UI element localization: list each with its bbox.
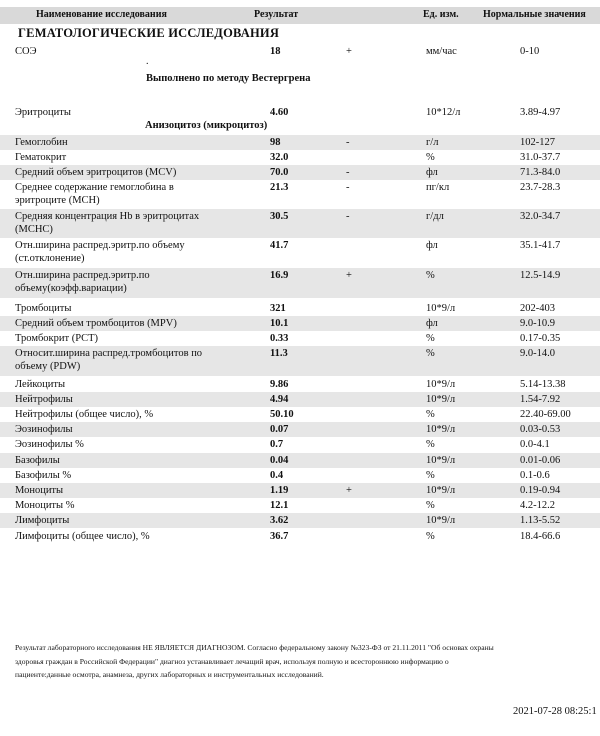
row-norm: 1.54-7.92 <box>520 394 561 405</box>
table-row <box>0 238 600 268</box>
row-unit: 10*9/л <box>426 424 456 435</box>
row-value: 32.0 <box>270 152 289 163</box>
disclaimer-line-1: Результат лабораторного исследования НЕ ЯВЛЯЕТСЯ ДИАГНОЗОМ. Согласно федеральному закону №323-ФЗ от 21.11.2011 "Об основах охраны <box>15 643 494 652</box>
row-unit: % <box>426 500 435 511</box>
row-norm: 0.17-0.35 <box>520 333 561 344</box>
row-unit: мм/час <box>426 46 457 57</box>
row-name: Относит.ширина распред.тромбоцитов по объему (PDW) <box>15 348 203 372</box>
row-unit: г/дл <box>426 211 444 222</box>
header-unit: Ед. изм. <box>423 9 459 20</box>
row-name: Тромбокрит (PCT) <box>15 333 98 344</box>
row-name: Среднее содержание гемоглобина в эритроците (MCH) <box>15 182 174 206</box>
row-flag: + <box>346 485 352 496</box>
method-note: Выполнено по методу Вестергрена <box>146 73 311 84</box>
table-row <box>0 392 600 407</box>
row-value: 18 <box>270 46 281 57</box>
row-name: Базофилы % <box>15 470 72 481</box>
row-name: Эритроциты <box>15 107 71 118</box>
row-unit: 10*9/л <box>426 379 456 390</box>
row-name: Средняя концентрация Hb в эритроцитах (MCHC) <box>15 211 200 235</box>
row-name: Лейкоциты <box>15 379 66 390</box>
row-norm: 18.4-66.6 <box>520 531 561 542</box>
row-norm: 202-403 <box>520 303 555 314</box>
row-flag: + <box>346 46 352 57</box>
row-norm: 0.01-0.06 <box>520 455 561 466</box>
row-norm: 3.89-4.97 <box>520 107 561 118</box>
table-row <box>0 483 600 498</box>
row-norm: 0.1-0.6 <box>520 470 550 481</box>
row-unit: 10*9/л <box>426 455 456 466</box>
row-norm: 22.40-69.00 <box>520 409 571 420</box>
row-norm: 35.1-41.7 <box>520 240 561 251</box>
row-value: 3.62 <box>270 515 289 526</box>
row-unit: фл <box>426 167 438 178</box>
row-unit: % <box>426 531 435 542</box>
header-name: Наименование исследования <box>36 9 167 20</box>
row-name: Эозинофилы % <box>15 439 84 450</box>
row-name: Нейтрофилы (общее число), % <box>15 409 154 420</box>
row-value: 21.3 <box>270 182 289 193</box>
row-value: 0.07 <box>270 424 289 435</box>
disclaimer-line-2: здоровья граждан в Российской Федерации" диагноз устанавливает лечащий врач, используя полную и всестороннюю информацию о <box>15 656 449 666</box>
anisocytosis-note: Анизоцитоз (микроцитоз) <box>145 120 268 131</box>
row-value: 30.5 <box>270 211 289 222</box>
row-value: 36.7 <box>270 531 289 542</box>
table-row <box>0 453 600 468</box>
row-norm: 1.13-5.52 <box>520 515 561 526</box>
row-flag: + <box>346 270 352 281</box>
row-value: 1.19 <box>270 485 289 496</box>
header-result: Результат <box>254 9 299 20</box>
row-value: 0.7 <box>270 439 284 450</box>
row-value: 70.0 <box>270 167 289 178</box>
row-value: 0.33 <box>270 333 289 344</box>
row-flag: - <box>346 167 350 178</box>
row-name: Эозинофилы <box>15 424 73 435</box>
row-unit: фл <box>426 318 438 329</box>
table-row <box>0 135 600 150</box>
row-name: Моноциты % <box>15 500 75 511</box>
row-unit: 10*9/л <box>426 394 456 405</box>
table-row <box>0 377 600 392</box>
row-name: Гематокрит <box>15 152 67 163</box>
row-norm: 0-10 <box>520 46 540 57</box>
table-row <box>0 422 600 437</box>
row-flag: - <box>346 182 350 193</box>
table-row <box>0 44 600 58</box>
row-norm: 5.14-13.38 <box>520 379 566 390</box>
row-unit: % <box>426 270 435 281</box>
row-unit: % <box>426 439 435 450</box>
row-value: 4.60 <box>270 107 289 118</box>
row-flag: - <box>346 211 350 222</box>
table-row <box>0 316 600 331</box>
row-name: Отн.ширина распред.эритр.по объему(коэфф.вариации) <box>15 270 150 294</box>
row-unit: % <box>426 409 435 420</box>
row-unit: 10*9/л <box>426 515 456 526</box>
row-value: 12.1 <box>270 500 289 511</box>
table-row <box>0 468 600 483</box>
row-unit: пг/кл <box>426 182 450 193</box>
row-unit: 10*12/л <box>426 107 461 118</box>
table-row <box>0 437 600 452</box>
table-row <box>0 268 600 298</box>
row-name: Тромбоциты <box>15 303 72 314</box>
table-header <box>0 7 600 24</box>
row-norm: 0.0-4.1 <box>520 439 550 450</box>
table-row <box>0 331 600 346</box>
row-value: 11.3 <box>270 348 288 359</box>
row-value: 4.94 <box>270 394 289 405</box>
header-norm: Нормальные значения <box>483 9 586 20</box>
row-value: 41.7 <box>270 240 289 251</box>
method-dot: . <box>146 56 149 67</box>
row-flag: - <box>346 137 350 148</box>
row-unit: фл <box>426 240 438 251</box>
table-row <box>0 513 600 528</box>
row-norm: 71.3-84.0 <box>520 167 561 178</box>
row-value: 98 <box>270 137 281 148</box>
row-norm: 31.0-37.7 <box>520 152 561 163</box>
row-norm: 12.5-14.9 <box>520 270 561 281</box>
row-value: 0.4 <box>270 470 284 481</box>
row-norm: 23.7-28.3 <box>520 182 561 193</box>
table-row <box>0 165 600 180</box>
disclaimer-line-3: пациенте:данные осмотра, анамнеза, других лабораторных и инструментальных исследований. <box>15 670 324 679</box>
row-name: Базофилы <box>15 455 60 466</box>
row-value: 10.1 <box>270 318 289 329</box>
disclaimer <box>15 641 600 682</box>
table-row <box>0 180 600 209</box>
table-row <box>0 346 600 376</box>
row-name: Отн.ширина распред.эритр.по объему (ст.отклонение) <box>15 240 185 264</box>
row-unit: 10*9/л <box>426 303 456 314</box>
timestamp: 2021-07-28 08:25:1 <box>513 706 597 717</box>
row-norm: 9.0-14.0 <box>520 348 555 359</box>
row-unit: % <box>426 152 435 163</box>
row-name: СОЭ <box>15 46 37 57</box>
row-value: 16.9 <box>270 270 289 281</box>
row-norm: 4.2-12.2 <box>520 500 555 511</box>
row-name: Моноциты <box>15 485 64 496</box>
row-unit: г/л <box>426 137 439 148</box>
row-value: 9.86 <box>270 379 289 390</box>
row-unit: % <box>426 470 435 481</box>
row-norm: 0.19-0.94 <box>520 485 561 496</box>
table-row <box>0 301 600 316</box>
row-norm: 0.03-0.53 <box>520 424 561 435</box>
row-name: Гемоглобин <box>15 137 68 148</box>
row-norm: 102-127 <box>520 137 555 148</box>
row-value: 50.10 <box>270 409 294 420</box>
row-name: Средний объем эритроцитов (MCV) <box>15 167 177 178</box>
row-value: 321 <box>270 303 286 314</box>
row-norm: 32.0-34.7 <box>520 211 561 222</box>
row-unit: % <box>426 333 435 344</box>
row-name: Средний объем тромбоцитов (MPV) <box>15 318 177 329</box>
row-norm: 9.0-10.9 <box>520 318 555 329</box>
row-name: Лимфоциты <box>15 515 70 526</box>
row-name: Лимфоциты (общее число), % <box>15 531 150 542</box>
table-row <box>0 498 600 513</box>
section-title: ГЕМАТОЛОГИЧЕСКИЕ ИССЛЕДОВАНИЯ <box>18 26 280 40</box>
row-unit: 10*9/л <box>426 485 456 496</box>
table-row <box>0 209 600 238</box>
row-unit: % <box>426 348 435 359</box>
table-row <box>0 150 600 165</box>
row-name: Нейтрофилы <box>15 394 73 405</box>
row-value: 0.04 <box>270 455 289 466</box>
table-row <box>0 105 600 119</box>
table-row <box>0 407 600 422</box>
table-row <box>0 529 600 544</box>
